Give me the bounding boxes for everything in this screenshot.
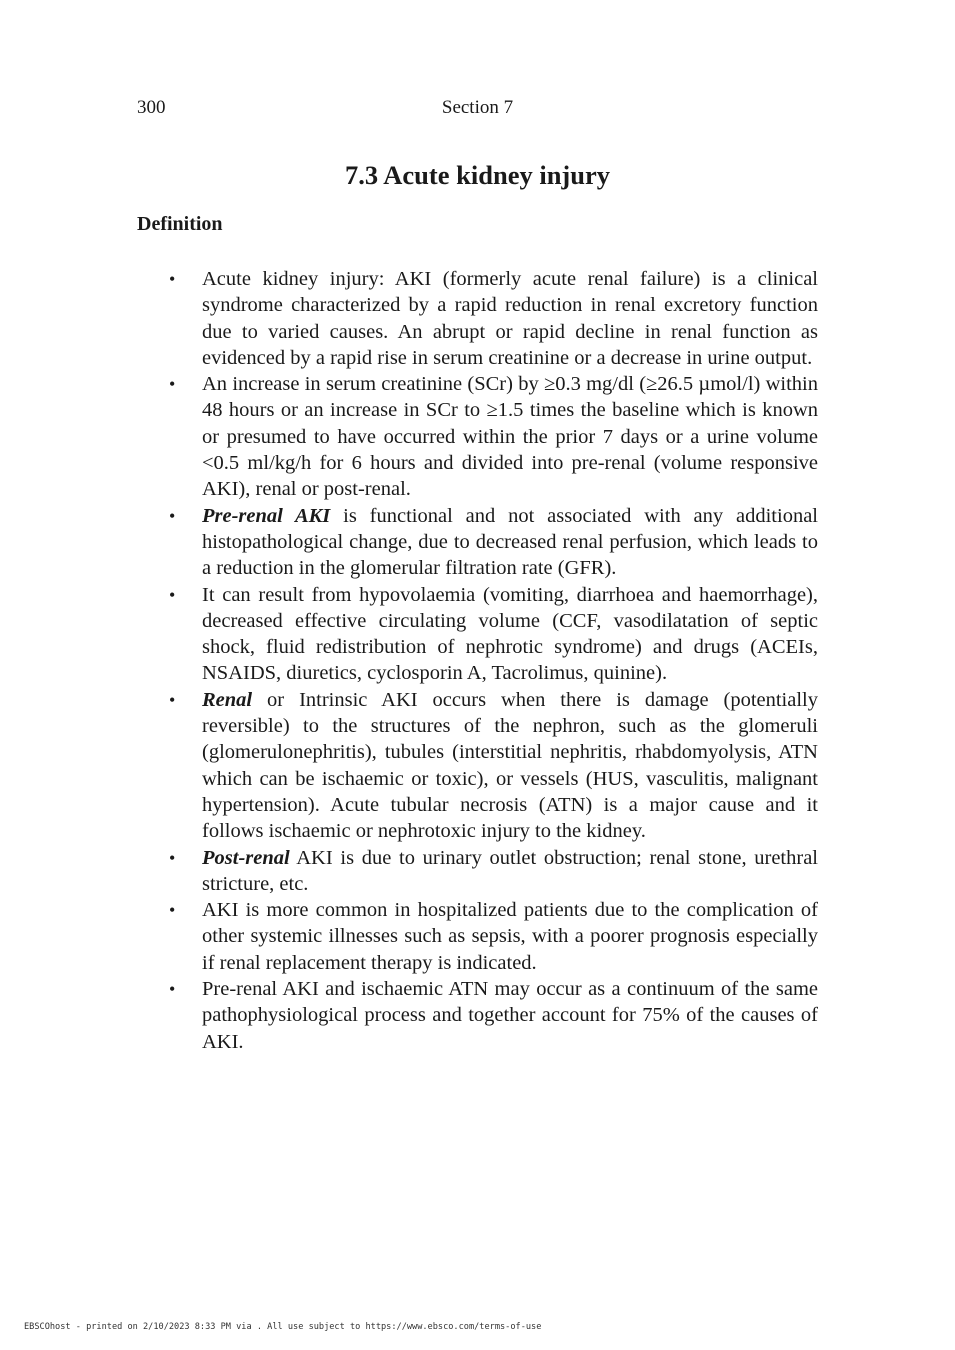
- item-lead-term: Post-renal: [202, 846, 290, 869]
- item-text: or Intrinsic AKI occurs when there is damage (potentially reversible) to the structures of the nephron, such as the glomeruli (glomerulonephritis), tubules (interstitial nephritis, rhabdomyolysis, ATN which can be ischaemic or toxic), or vessels (HUS, vasculitis, malignant hypertension). Acute tubular necrosis (ATN) is a major cause and it follows ischaemic or nephrotoxic injury to the kidney.: [202, 688, 818, 843]
- item-text: An increase in serum creatinine (SCr) by ≥0.3 mg/dl (≥26.5 µmol/l) within 48 hours or an increase in SCr to ≥1.5 times the baseline which is known or presumed to have occurred within the prior 7 days or a urine volume <0.5 ml/kg/h for 6 hours and divided into pre-renal (volume responsive AKI), renal or post-renal.: [202, 373, 818, 501]
- list-item: [169, 845, 818, 898]
- item-text: AKI is due to urinary outlet obstruction; renal stone, urethral stricture, etc.: [202, 846, 818, 895]
- list-item: [169, 687, 818, 845]
- bullet-icon: •: [169, 505, 176, 526]
- item-text: Acute kidney injury: AKI (formerly acute renal failure) is a clinical syndrome characterized by a rapid reduction in renal excretory function due to varied causes. An abrupt or rapid decline in renal function as evidenced by a rapid rise in serum creatinine or a decrease in urine output.: [202, 268, 818, 369]
- item-text: It can result from hypovolaemia (vomiting, diarrhoea and haemorrhage), decreased effective circulating volume (CCF, vasodilatation of septic shock, fluid redistribution of nephrotic syndrome) and drugs (ACEIs, NSAIDS, diuretics, cyclosporin A, Tacrolimus, quinine).: [202, 583, 818, 685]
- bullet-icon: •: [169, 979, 176, 1000]
- page-number: 300: [137, 97, 166, 118]
- running-header: [0, 97, 955, 121]
- item-text: Pre-renal AKI and ischaemic ATN may occur as a continuum of the same pathophysiological process and together account for 75% of the causes of AKI.: [202, 978, 818, 1053]
- item-lead-term: Renal: [202, 688, 253, 711]
- bullet-icon: •: [169, 847, 176, 868]
- list-item: [169, 371, 818, 502]
- item-text: AKI is more common in hospitalized patients due to the complication of other systemic illnesses such as sepsis, with a poorer prognosis especially if renal replacement therapy is indicated.: [202, 899, 818, 974]
- section-label: Section 7: [441, 97, 514, 118]
- list-item: [169, 503, 818, 582]
- bullet-icon: •: [169, 269, 176, 289]
- bullet-icon: •: [169, 374, 176, 395]
- definition-list: [169, 266, 818, 1055]
- list-item: [169, 266, 818, 371]
- print-footer: EBSCOhost - printed on 2/10/2023 8:33 PM via . All use subject to https://www.ebsco.com/terms-of-use: [24, 1322, 542, 1332]
- page-title: 7.3 Acute kidney injury: [344, 160, 611, 190]
- bullet-icon: •: [169, 689, 176, 710]
- item-lead-term: Pre-renal AKI: [202, 504, 331, 527]
- bullet-icon: •: [169, 584, 176, 605]
- list-item: [169, 582, 818, 687]
- bullet-icon: •: [169, 900, 176, 921]
- item-text: is functional and not associated with any additional histopathological change, due to decreased renal perfusion, which leads to a reduction in the glomerular filtration rate (GFR).: [202, 504, 818, 580]
- definition-heading: Definition: [137, 213, 223, 235]
- list-item: [169, 976, 818, 1055]
- list-item: [169, 897, 818, 976]
